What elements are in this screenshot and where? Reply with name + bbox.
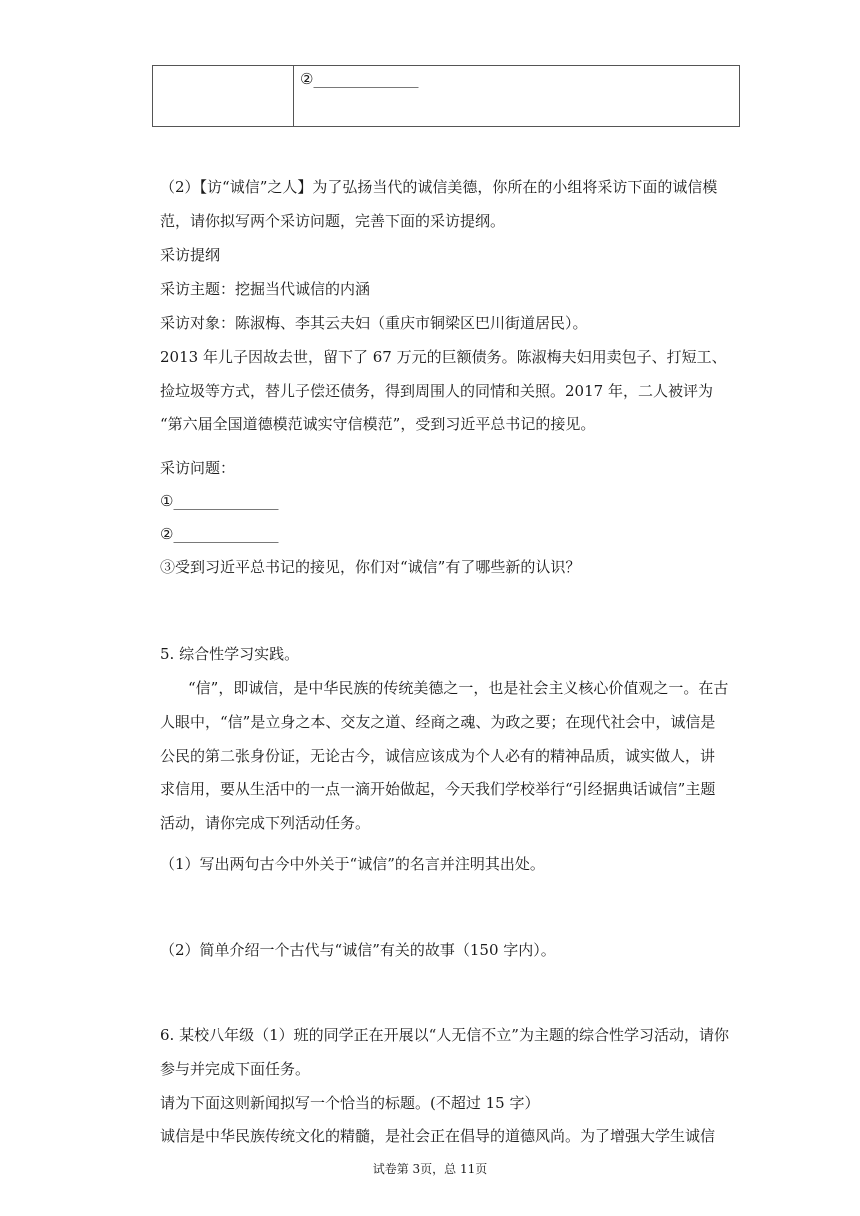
q5-para-line5: 活动，请你完成下列活动任务。 xyxy=(160,814,371,832)
q4-2-prompt-line1: （2）【访“诚信”之人】为了弘扬当代的诚信美德，你所在的小组将采访下面的诚信模 xyxy=(160,178,718,196)
interview-theme: 采访主题：挖掘当代诚信的内涵 xyxy=(160,280,371,298)
q5-sub2: （2）简单介绍一个古代与“诚信”有关的故事（150 字内）。 xyxy=(160,941,556,959)
story-line3: “第六届全国道德模范诚实守信模范”，受到习近平总书记的接见。 xyxy=(160,415,596,433)
question-2-blank[interactable]: ②______________ xyxy=(160,525,279,543)
page-footer: 试卷第 3页，总 11页 xyxy=(372,1162,488,1176)
question-1-blank[interactable]: ①______________ xyxy=(160,492,279,510)
outline-title: 采访提纲 xyxy=(160,246,221,264)
q4-2-prompt-line2: 范，请你拟写两个采访问题，完善下面的采访提纲。 xyxy=(160,212,506,230)
q6-line2: 参与并完成下面任务。 xyxy=(160,1060,311,1078)
q5-para-line1: “信”，即诚信，是中华民族的传统美德之一，也是社会主义核心价值观之一。在古 xyxy=(188,679,729,697)
q6-line1: 6. 某校八年级（1）班的同学正在开展以“人无信不立”为主题的综合性学习活动，请你 xyxy=(160,1026,729,1044)
table-cell-empty xyxy=(153,66,294,127)
interview-target: 采访对象：陈淑梅、李其云夫妇（重庆市铜梁区巴川街道居民）。 xyxy=(160,314,588,332)
story-line2: 捡垃圾等方式，替儿子偿还债务，得到周围人的同情和关照。2017 年，二人被评为 xyxy=(160,382,713,400)
q5-para-line2: 人眼中，“信”是立身之本、交友之道、经商之魂、为政之要；在现代社会中，诚信是 xyxy=(160,713,716,731)
q5-para-line3: 公民的第二张身份证，无论古今，诚信应该成为个人必有的精神品质，诚实做人，讲 xyxy=(160,747,716,765)
table-cell-answer: ②______________ xyxy=(294,66,740,127)
q5-sub1: （1）写出两句古今中外关于“诚信”的名言并注明其出处。 xyxy=(160,855,545,873)
q5-para-line4: 求信用，要从生活中的一点一滴开始做起，今天我们学校举行“引经据典话诚信”主题 xyxy=(160,780,716,798)
table-row xyxy=(153,66,740,127)
answer-table xyxy=(152,65,740,127)
q6-line4: 诚信是中华民族传统文化的精髓，是社会正在倡导的道德风尚。为了增强大学生诚信 xyxy=(160,1127,716,1145)
q6-line3: 请为下面这则新闻拟写一个恰当的标题。(不超过 15 字） xyxy=(160,1094,540,1112)
question-3: ③受到习近平总书记的接见，你们对“诚信”有了哪些新的认识？ xyxy=(160,558,581,576)
q5-title: 5. 综合性学习实践。 xyxy=(160,645,300,663)
story-line1: 2013 年儿子因故去世，留下了 67 万元的巨额债务。陈淑梅夫妇用卖包子、打短工、 xyxy=(160,348,727,366)
questions-title: 采访问题： xyxy=(160,459,236,477)
